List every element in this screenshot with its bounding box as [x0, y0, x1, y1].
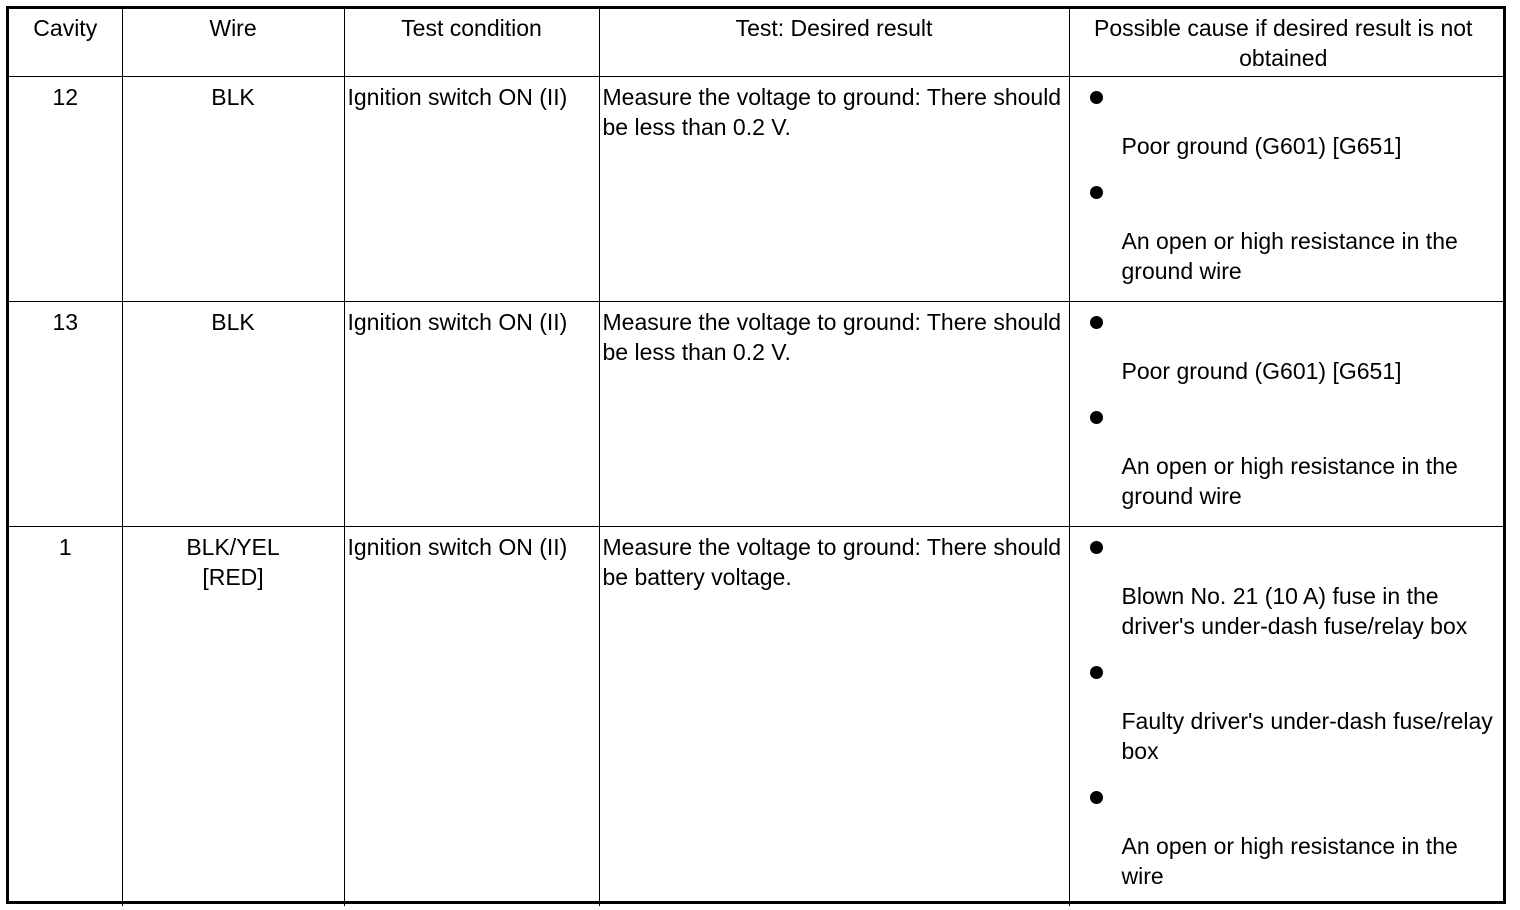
possible-cause-cell [1069, 301, 1503, 526]
wire-color-alternate: [RED] [202, 563, 264, 590]
header-possible-cause: Possible cause if desired result is not obtained [1069, 9, 1503, 76]
header-wire: Wire [122, 9, 344, 76]
cause-text: An open or high resistance in the wire [1121, 832, 1458, 889]
wire-cell: BLK [122, 301, 344, 526]
cause-item [1070, 176, 1504, 301]
desired-result-cell: Measure the voltage to ground: There should be less than 0.2 V. [599, 76, 1069, 301]
bullet-icon [1090, 316, 1103, 329]
cause-list [1070, 527, 1504, 906]
cause-text: Blown No. 21 (10 A) fuse in the driver's under-dash fuse/relay box [1121, 582, 1468, 639]
bullet-icon [1090, 666, 1103, 679]
cause-item [1070, 656, 1504, 781]
header-cavity: Cavity [9, 9, 122, 76]
cause-list [1070, 77, 1504, 301]
table-row [9, 526, 1503, 906]
cause-item [1070, 306, 1504, 401]
cause-item [1070, 81, 1504, 176]
cause-text: An open or high resistance in the ground wire [1121, 227, 1458, 284]
troubleshooting-table-frame [6, 6, 1506, 904]
bullet-icon [1090, 541, 1103, 554]
cavity-cell: 13 [9, 301, 122, 526]
cavity-cell: 1 [9, 526, 122, 906]
cause-text: An open or high resistance in the ground wire [1121, 452, 1458, 509]
table-header-row [9, 9, 1503, 76]
table-row [9, 301, 1503, 526]
header-test-condition: Test condition [344, 9, 599, 76]
table-row [9, 76, 1503, 301]
wire-cell: BLK [122, 76, 344, 301]
bullet-icon [1090, 791, 1103, 804]
cause-item [1070, 401, 1504, 526]
cause-text: Poor ground (G601) [G651] [1121, 357, 1402, 384]
header-desired-result: Test: Desired result [599, 9, 1069, 76]
desired-result-cell: Measure the voltage to ground: There should be battery voltage. [599, 526, 1069, 906]
test-condition-cell: Ignition switch ON (II) [344, 301, 599, 526]
wire-color-primary: BLK/YEL [186, 533, 280, 560]
test-condition-cell: Ignition switch ON (II) [344, 526, 599, 906]
cause-text: Faulty driver's under-dash fuse/relay box [1121, 707, 1493, 764]
bullet-icon [1090, 91, 1103, 104]
cavity-cell: 12 [9, 76, 122, 301]
bullet-icon [1090, 411, 1103, 424]
wire-cell [122, 526, 344, 906]
troubleshooting-table [9, 9, 1503, 906]
cause-text: Poor ground (G601) [G651] [1121, 132, 1402, 159]
cause-item [1070, 531, 1504, 656]
bullet-icon [1090, 186, 1103, 199]
test-condition-cell: Ignition switch ON (II) [344, 76, 599, 301]
desired-result-cell: Measure the voltage to ground: There should be less than 0.2 V. [599, 301, 1069, 526]
cause-item [1070, 781, 1504, 906]
possible-cause-cell [1069, 526, 1503, 906]
possible-cause-cell [1069, 76, 1503, 301]
cause-list [1070, 302, 1504, 526]
